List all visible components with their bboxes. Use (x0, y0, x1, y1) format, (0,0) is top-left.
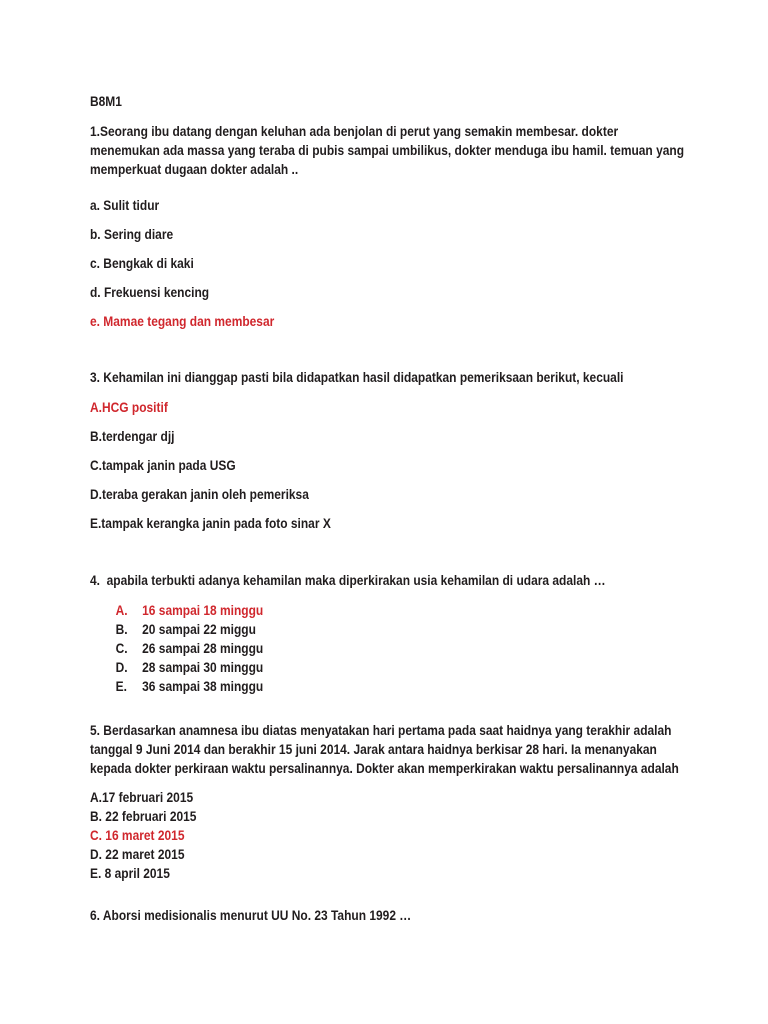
question-5-option-c: C. 16 maret 2015 (90, 827, 185, 843)
question-3-stem: 3. Kehamilan ini dianggap pasti bila didapatkan hasil didapatkan pemeriksaan berikut, kecuali (90, 369, 624, 385)
question-3-option-c: C.tampak janin pada USG (90, 457, 236, 473)
question-5-option-a: A.17 februari 2015 (90, 789, 194, 805)
question-1-stem: 1.Seorang ibu datang dengan keluhan ada benjolan di perut yang semakin membesar. dokter menemukan ada massa yang teraba di pubis sampai umbilikus, dokter menduga ibu hamil. temuan yang memperkuat dugaan dokter adalah .. (90, 123, 688, 177)
option-text: 20 sampai 22 miggu (142, 621, 256, 637)
question-5-option-d: D. 22 maret 2015 (90, 846, 185, 862)
question-4-stem: 4. apabila terbukti adanya kehamilan maka diperkirakan usia kehamilan di udara adalah … (90, 572, 606, 588)
question-4-option-e (90, 677, 689, 696)
option-letter: E. (115, 678, 127, 694)
option-letter: A. (115, 602, 128, 618)
page-content (90, 92, 689, 925)
question-5-option-e: E. 8 april 2015 (90, 865, 170, 881)
question-3-option-a: A.HCG positif (90, 399, 168, 415)
question-3-option-b: B.terdengar djj (90, 428, 175, 444)
question-1-option-e: e. Mamae tegang dan membesar (90, 313, 275, 329)
question-1-option-a: a. Sulit tidur (90, 197, 160, 213)
option-text: 36 sampai 38 minggu (142, 678, 264, 694)
question-5 (90, 721, 689, 883)
question-5-option-b: B. 22 februari 2015 (90, 808, 197, 824)
question-5-stem: 5. Berdasarkan anamnesa ibu diatas menyatakan hari pertama pada saat haidnya yang terakhir adalah tanggal 9 Juni 2014 dan berakhir 15 juni 2014. Jarak antara haidnya berkisar 28 hari. Ia menanyakan kepada dokter perkiraan waktu persalinannya. Dokter akan memperkirakan waktu persalinannya adalah (90, 722, 679, 776)
question-1 (90, 122, 689, 331)
question-6-stem: 6. Aborsi medisionalis menurut UU No. 23 Tahun 1992 … (90, 907, 412, 923)
option-letter: C. (115, 640, 128, 656)
option-text: 28 sampai 30 minggu (142, 659, 264, 675)
document-code: B8M1 (90, 93, 122, 109)
question-4-option-c (90, 639, 689, 658)
question-4-option-a (90, 601, 689, 620)
question-3-option-d: D.teraba gerakan janin oleh pemeriksa (90, 486, 309, 502)
option-letter: D. (115, 659, 128, 675)
question-1-option-d: d. Frekuensi kencing (90, 284, 210, 300)
question-3-option-e: E.tampak kerangka janin pada foto sinar X (90, 515, 331, 531)
option-text: 16 sampai 18 minggu (142, 602, 264, 618)
question-6 (90, 906, 689, 925)
question-1-option-b: b. Sering diare (90, 226, 174, 242)
option-letter: B. (115, 621, 128, 637)
question-3 (90, 368, 689, 533)
question-4-option-d (90, 658, 689, 677)
question-1-option-c: c. Bengkak di kaki (90, 255, 194, 271)
option-text: 26 sampai 28 minggu (142, 640, 264, 656)
question-4 (90, 571, 689, 696)
question-4-option-b (90, 620, 689, 639)
